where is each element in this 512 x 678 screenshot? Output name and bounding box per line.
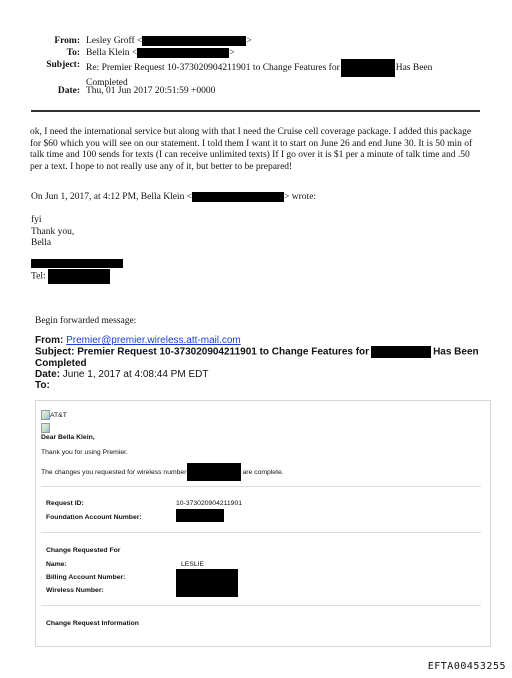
card-divider: [41, 532, 481, 533]
redaction-block: [187, 463, 241, 481]
thanks-text: Thank you for using Premier.: [41, 449, 128, 456]
quote-intro-end: > wrote:: [284, 192, 317, 203]
fwd-from-label: From:: [35, 335, 64, 346]
request-id-label: Request ID:: [46, 500, 84, 507]
fwd-to-label: To:: [35, 380, 50, 391]
redaction-block: [192, 192, 284, 202]
forwarded-header: [35, 335, 495, 391]
from-row: [0, 35, 512, 47]
fyi-line: fyi: [31, 215, 42, 225]
fwd-subject-row: [35, 346, 495, 358]
fwd-to-row: [35, 380, 495, 391]
from-label: From:: [54, 36, 80, 46]
date-row: [0, 85, 512, 97]
att-logo: [41, 410, 67, 420]
subject-text-3: Completed: [86, 78, 128, 88]
signature-line: Bella: [31, 238, 52, 248]
tel-label: Tel:: [31, 271, 46, 282]
name-value: LESLIE: [181, 561, 205, 568]
document-id: EFTA00453255: [427, 661, 506, 672]
change-request-info: Change Request Information: [46, 620, 139, 627]
att-logo-alt: AT&T: [50, 411, 67, 419]
fwd-date-row: [35, 369, 495, 380]
fwd-date-label: Date:: [35, 369, 61, 380]
greeting: Dear Bella Klein,: [41, 434, 95, 441]
date-value: Thu, 01 Jun 2017 20:51:59 +0000: [86, 86, 216, 96]
redaction-block: [137, 48, 229, 58]
foundation-label: Foundation Account Number:: [46, 514, 142, 521]
redaction-block: [341, 59, 395, 77]
fwd-subject-line2: Completed: [35, 358, 87, 369]
tel-row: [31, 269, 231, 284]
fwd-subject-text: Premier Request 10-373020904211901 to Change Features for: [77, 346, 370, 358]
redaction-block: [176, 569, 238, 597]
billing-label: Billing Account Number:: [46, 574, 126, 581]
redaction-block: [142, 36, 246, 46]
header-divider: [31, 110, 480, 112]
name-label: Name:: [46, 561, 67, 568]
subject-text-2: Has Been: [395, 63, 433, 74]
email-header: [0, 35, 512, 105]
to-close: >: [229, 48, 235, 58]
fwd-subject-label: Subject:: [35, 346, 75, 358]
from-close: >: [246, 36, 252, 46]
date-label: Date:: [57, 86, 80, 96]
subject-row: [0, 59, 512, 88]
message-body: ok, I need the international service but along with that I need the Cruise cell coverage package. I added this package for $60 which you will see on our statement. I told them I want it to start on June 26 and end June 30. It is 50 min of talk time and 100 sends for texts (I can receive unlimited texts) If I go over it is $1 per a minute of talk time and .50 per a text. I hope to not really use any of it, but better to be prepared!: [30, 127, 473, 172]
subject-text: Re: Premier Request 10-373020904211901 to Change Features for: [86, 63, 340, 74]
fwd-from-row: [35, 335, 495, 346]
fwd-subject-text-2: Has Been: [433, 346, 479, 358]
redaction-block: [371, 346, 431, 358]
change-requested-for: Change Requested For: [46, 547, 121, 554]
redaction-block: [48, 269, 110, 284]
to-name: Bella Klein <: [86, 48, 138, 58]
changes-text-2: are complete.: [242, 468, 284, 476]
redaction-block: [176, 509, 224, 522]
fwd-from-link[interactable]: Premier@premier.wireless.att-mail.com: [66, 335, 241, 346]
subject-label: Subject:: [46, 60, 80, 70]
fwd-date-value: June 1, 2017 at 4:08:44 PM EDT: [62, 369, 209, 380]
to-row: [0, 47, 512, 59]
quoted-message: [31, 215, 231, 250]
thanks-line: Thank you,: [31, 226, 75, 237]
wireless-label: Wireless Number:: [46, 587, 104, 594]
card-divider: [41, 486, 481, 487]
redaction-block: [31, 259, 123, 268]
quote-intro: [31, 192, 491, 204]
from-name: Lesley Groff <: [86, 36, 143, 46]
quote-intro-text: On Jun 1, 2017, at 4:12 PM, Bella Klein <: [31, 192, 193, 203]
request-id-value: 10-373020904211901: [176, 500, 243, 507]
broken-image-icon: [41, 423, 50, 433]
att-email-card: [35, 400, 491, 647]
card-divider: [41, 605, 481, 606]
broken-image-icon: [41, 410, 50, 420]
to-label: To:: [66, 48, 80, 58]
spacer-image: [41, 423, 50, 433]
changes-text-1: The changes you requested for wireless number: [41, 468, 187, 476]
changes-text: [41, 463, 461, 481]
begin-forwarded: Begin forwarded message:: [35, 316, 137, 326]
